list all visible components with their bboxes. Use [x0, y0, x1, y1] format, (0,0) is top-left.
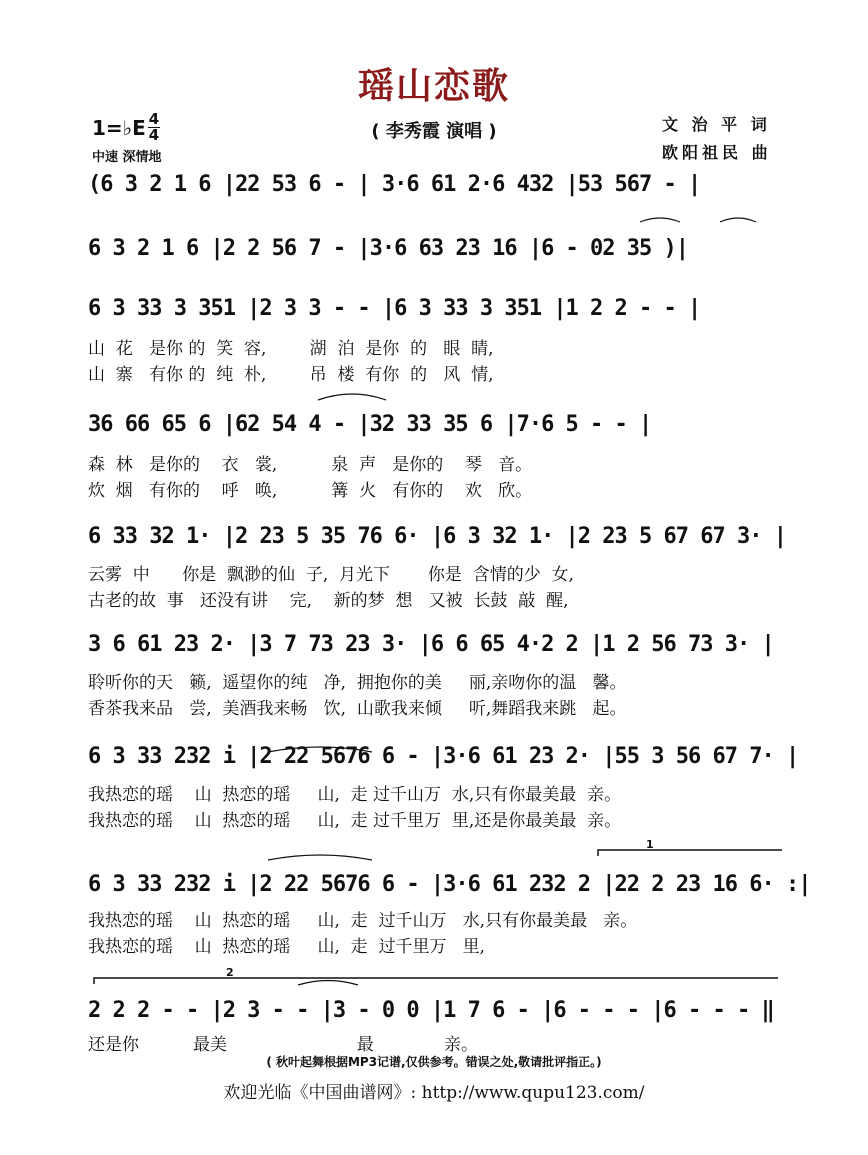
slur	[318, 394, 386, 400]
lyric-line-7-verse-1: 我热恋的瑶 山 热恋的瑶 山, 走 过千山万 水,只有你最美最 亲。	[88, 785, 622, 805]
notation-line-8: 6 3 33 232 i |2 22 5676 6 - |3·6 61 232 2 |22 2 23 16 6· :|	[88, 872, 811, 897]
volta-1-label: 1	[646, 838, 654, 851]
volta-2-label: 2	[226, 966, 234, 979]
lyric-line-9: 还是你 最美 最 亲。	[88, 1035, 478, 1055]
slur	[298, 981, 358, 986]
notation-line-1: (6 3 2 1 6 |22 53 6 - | 3·6 61 2·6 432 |53 567 - |	[88, 172, 701, 197]
volta-2-bracket	[94, 978, 778, 984]
lyricist-credit: 文 治 平 词	[662, 115, 771, 134]
lyric-line-8-verse-2: 我热恋的瑶 山 热恋的瑶 山, 走 过千里万 里,	[88, 937, 486, 957]
notation-line-6: 3 6 61 23 2· |3 7 73 23 3· |6 6 65 4·2 2 |1 2 56 73 3· |	[88, 632, 774, 657]
tempo-marking: 中速 深情地	[92, 150, 162, 165]
composer-credit: 欧阳祖民 曲	[662, 143, 772, 162]
notation-line-4: 36 66 65 6 |62 54 4 - |32 33 35 6 |7·6 5 - - |	[88, 412, 652, 437]
meter-numerator: 4	[148, 110, 160, 128]
lyric-line-5-verse-2: 古老的故 事 还没有讲 完, 新的梦 想 又被 长鼓 敲 醒,	[88, 591, 569, 611]
notation-line-5: 6 33 32 1· |2 23 5 35 76 6· |6 3 32 1· |2 23 5 67 67 3· |	[88, 524, 786, 549]
lyric-line-3-verse-2: 山 寨 有你 的 纯 朴, 吊 楼 有你 的 风 情,	[88, 365, 494, 385]
notation-line-9: 2 2 2 - - |2 3 - - |3 - 0 0 |1 7 6 - |6 - - - |6 - - - ‖	[88, 998, 774, 1023]
website-credit: 欢迎光临《中国曲谱网》: http://www.qupu123.com/	[223, 1083, 645, 1103]
lyric-line-6-verse-2: 香茶我来品 尝, 美酒我来畅 饮, 山歌我来倾 听,舞蹈我来跳 起。	[88, 699, 627, 719]
notation-line-7: 6 3 33 232 i |2 22 5676 6 - |3·6 61 23 2· |55 3 56 67 7· |	[88, 744, 799, 769]
notation-line-3: 6 3 33 3 351 |2 3 3 - - |6 3 33 3 351 |1 2 2 - - |	[88, 296, 701, 321]
singer-credit: ( 李秀霞 演唱 )	[371, 121, 497, 142]
slur	[268, 855, 372, 860]
lyric-line-5-verse-1: 云雾 中 你是 飘渺的仙 子, 月光下 你是 含情的少 女,	[88, 565, 574, 585]
slur	[720, 218, 756, 222]
lyric-line-4-verse-1: 森 林 是你的 衣 裳, 泉 声 是你的 琴 音。	[88, 455, 533, 475]
key-signature: 1=♭E	[92, 116, 146, 140]
transcriber-note: ( 秋叶起舞根据MP3记谱,仅供参考。错误之处,敬请批评指正。)	[266, 1055, 602, 1069]
volta-1-bracket	[598, 850, 782, 856]
lyric-line-3-verse-1: 山 花 是你 的 笑 容, 湖 泊 是你 的 眼 睛,	[88, 339, 494, 359]
lyric-line-6-verse-1: 聆听你的天 籁, 遥望你的纯 净, 拥抱你的美 丽,亲吻你的温 馨。	[88, 673, 627, 693]
lyric-line-7-verse-2: 我热恋的瑶 山 热恋的瑶 山, 走 过千里万 里,还是你最美最 亲。	[88, 811, 622, 831]
lyric-line-8-verse-1: 我热恋的瑶 山 热恋的瑶 山, 走 过千山万 水,只有你最美最 亲。	[88, 911, 638, 931]
notation-line-2: 6 3 2 1 6 |2 2 56 7 - |3·6 63 23 16 |6 - 02 35 )|	[88, 236, 689, 261]
meter-denominator: 4	[148, 126, 160, 144]
song-title: 瑶山恋歌	[357, 66, 510, 107]
slur	[640, 218, 680, 222]
time-signature	[148, 112, 160, 143]
lyric-line-4-verse-2: 炊 烟 有你的 呼 唤, 篝 火 有你的 欢 欣。	[88, 481, 533, 501]
